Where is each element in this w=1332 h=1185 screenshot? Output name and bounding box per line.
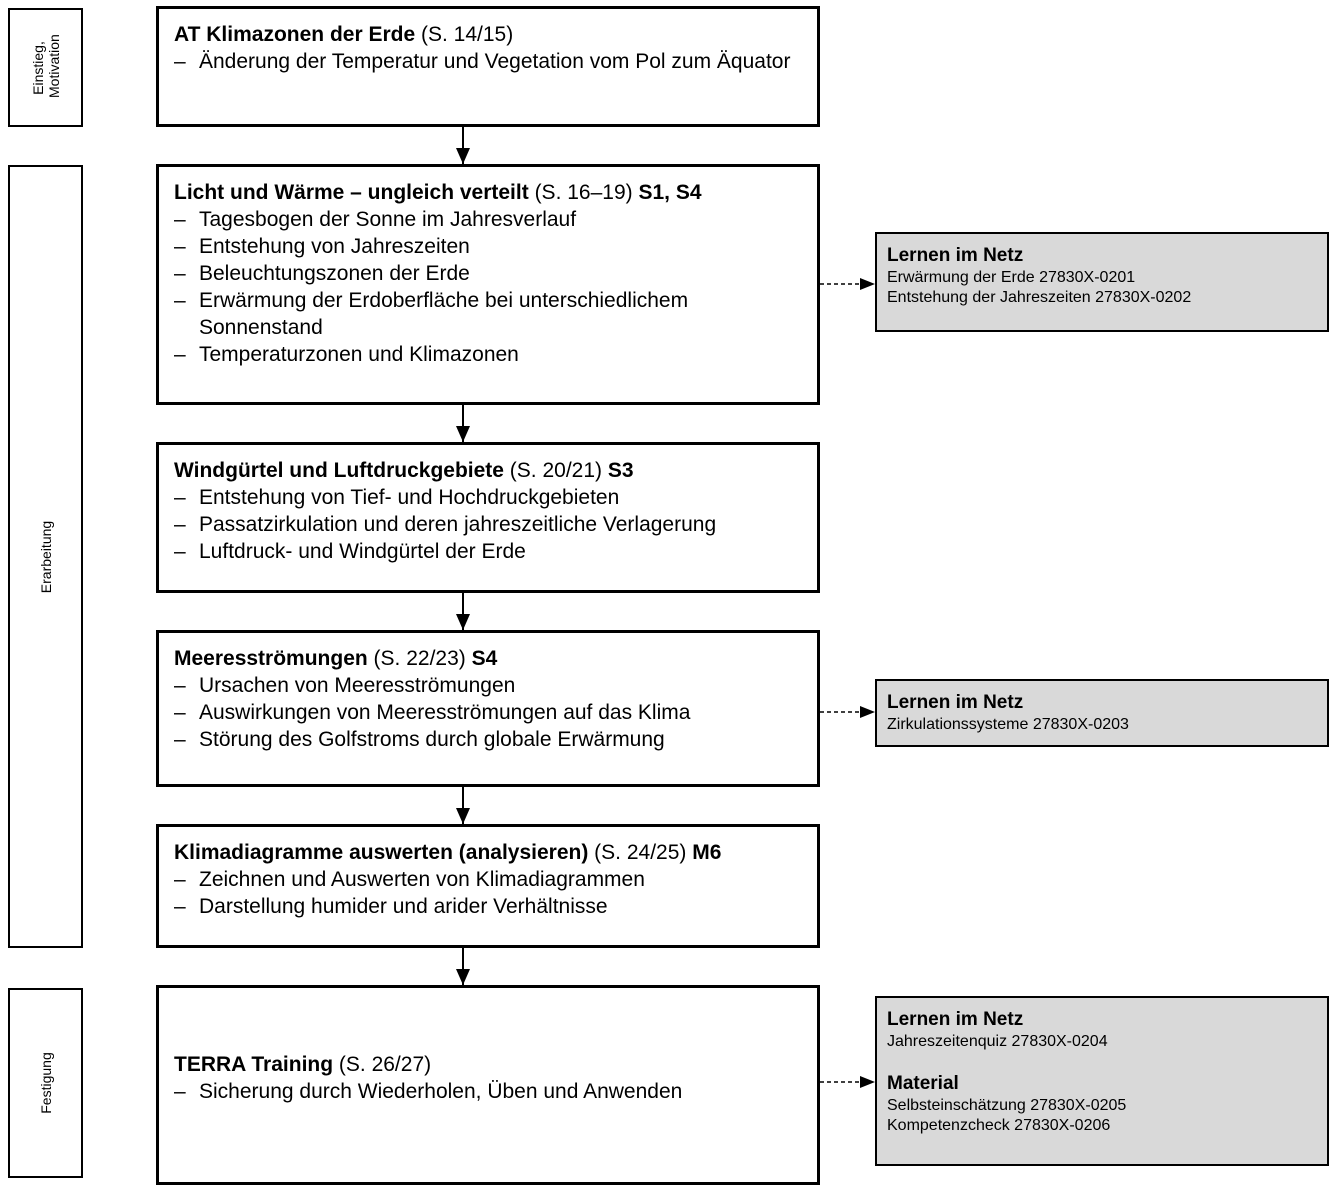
box-ref: (S. 24/25) — [588, 841, 693, 864]
box-meeresstroemungen — [156, 630, 820, 787]
list-item: – Entstehung von Jahreszeiten — [174, 235, 470, 258]
side-arrowhead-2 — [860, 706, 875, 718]
box-code: S1, S4 — [638, 181, 702, 204]
phase-festigung-label: Festigung — [37, 1052, 54, 1114]
side-box-heading: Lernen im Netz — [887, 1009, 1024, 1030]
box-windguertel — [156, 442, 820, 593]
list-item: – Störung des Golfstroms durch globale Erwärmung — [174, 728, 665, 751]
box-title: Klimadiagramme auswerten (analysieren) — [174, 841, 589, 864]
box-ref: (S. 26/27) — [333, 1053, 432, 1076]
phase-einstieg-label: Einstieg, Motivation — [29, 33, 62, 98]
side-box-lernen-2 — [875, 679, 1329, 747]
box-title: Meeresströmungen — [174, 647, 368, 670]
arrowhead-5-6 — [456, 969, 470, 985]
box-ref: (S. 14/15) — [415, 23, 514, 46]
list-item: – Auswirkungen von Meeresströmungen auf das Klima — [174, 701, 691, 724]
list-item: – Sicherung durch Wiederholen, Üben und Anwenden — [174, 1080, 683, 1103]
box-terra-training — [156, 985, 820, 1185]
list-item: – Änderung der Temperatur und Vegetation vom Pol zum Äquator — [174, 50, 791, 73]
list-item: – Luftdruck- und Windgürtel der Erde — [174, 540, 526, 563]
list-item: – Zeichnen und Auswerten von Klimadiagrammen — [174, 868, 645, 891]
box-title-line — [174, 1051, 801, 1078]
box-ref: (S. 16–19) — [528, 181, 639, 204]
box-code: S4 — [471, 647, 498, 670]
side-box-lernen-1 — [875, 232, 1329, 332]
side-box-line: Kompetenzcheck 27830X-0206 — [887, 1117, 1111, 1134]
box-ref: (S. 20/21) — [503, 459, 608, 482]
arrowhead-4-5 — [456, 808, 470, 824]
list-item: – Entstehung von Tief- und Hochdruckgebieten — [174, 486, 620, 509]
box-title-line — [174, 645, 801, 672]
box-code: S3 — [607, 459, 634, 482]
side-box-line: Zirkulationssysteme 27830X-0203 — [887, 716, 1129, 733]
side-box-line: Entstehung der Jahreszeiten 27830X-0202 — [887, 289, 1192, 306]
list-item: – Darstellung humider und arider Verhältnisse — [174, 895, 608, 918]
list-item: – Beleuchtungszonen der Erde — [174, 262, 470, 285]
box-code: M6 — [692, 841, 722, 864]
side-box-heading-material: Material — [887, 1073, 959, 1094]
side-box-line: Selbsteinschätzung 27830X-0205 — [887, 1097, 1127, 1114]
phase-erarbeitung-label: Erarbeitung — [37, 520, 54, 593]
arrowhead-1-2 — [456, 148, 470, 164]
list-item: – Passatzirkulation und deren jahreszeitliche Verlagerung — [174, 513, 717, 536]
side-box-line: Jahreszeitenquiz 27830X-0204 — [887, 1033, 1108, 1050]
side-box-heading: Lernen im Netz — [887, 692, 1024, 713]
side-box-heading: Lernen im Netz — [887, 245, 1024, 266]
box-title-line — [174, 179, 801, 206]
box-title-line — [174, 21, 801, 48]
side-arrowhead-3 — [860, 1076, 875, 1088]
arrowhead-2-3 — [456, 426, 470, 442]
box-title: Windgürtel und Luftdruckgebiete — [174, 459, 504, 482]
side-box-lernen-3 — [875, 996, 1329, 1166]
box-klimazonen — [156, 6, 820, 127]
list-item: – Erwärmung der Erdoberfläche bei unterschiedlichem Sonnenstand — [174, 289, 689, 339]
list-item: – Ursachen von Meeresströmungen — [174, 674, 516, 697]
side-arrowhead-1 — [860, 278, 875, 290]
box-licht-waerme — [156, 164, 820, 405]
box-ref: (S. 22/23) — [367, 647, 472, 670]
side-box-line: Erwärmung der Erde 27830X-0201 — [887, 269, 1136, 286]
box-title: AT Klimazonen der Erde — [174, 23, 416, 46]
list-item: – Tagesbogen der Sonne im Jahresverlauf — [174, 208, 577, 231]
box-title: Licht und Wärme – ungleich verteilt — [174, 181, 529, 204]
box-title: TERRA Training — [174, 1053, 334, 1076]
box-title-line — [174, 839, 801, 866]
box-klimadiagramme — [156, 824, 820, 948]
arrowhead-3-4 — [456, 614, 470, 630]
box-title-line — [174, 457, 801, 484]
list-item: – Temperaturzonen und Klimazonen — [174, 343, 519, 366]
